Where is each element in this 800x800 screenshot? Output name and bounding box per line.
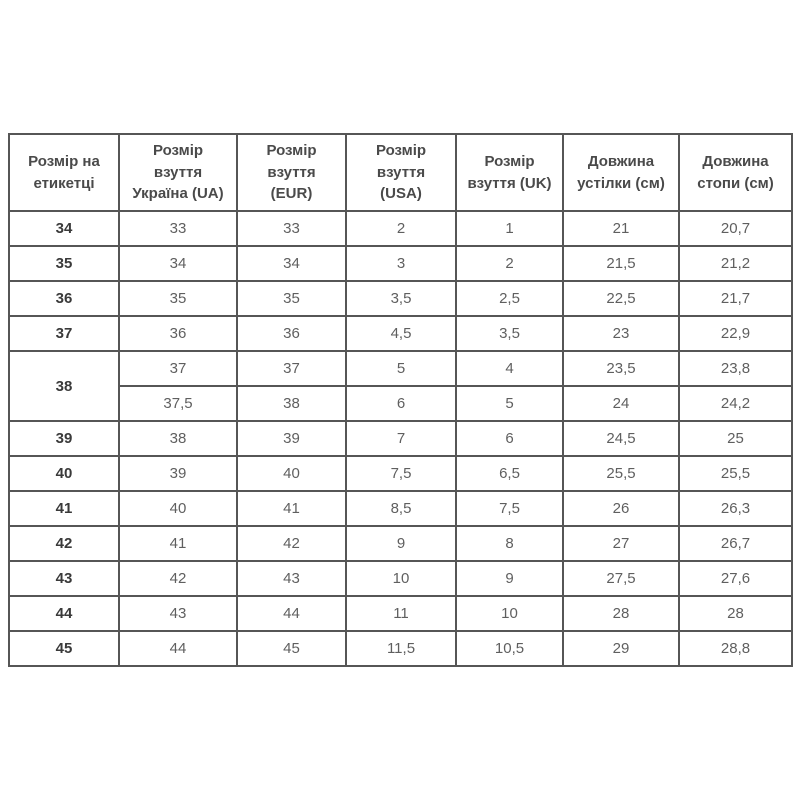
table-cell: 6,5 bbox=[456, 456, 563, 491]
column-header: Розмір взуття Україна (UA) bbox=[119, 134, 237, 211]
table-cell: 23,5 bbox=[563, 351, 679, 386]
table-cell: 23 bbox=[563, 316, 679, 351]
table-cell: 2,5 bbox=[456, 281, 563, 316]
table-cell: 25,5 bbox=[679, 456, 792, 491]
table-cell: 43 bbox=[237, 561, 346, 596]
table-cell: 37 bbox=[119, 351, 237, 386]
table-cell: 4,5 bbox=[346, 316, 456, 351]
table-cell: 45 bbox=[237, 631, 346, 666]
table-cell: 9 bbox=[456, 561, 563, 596]
table-cell: 27 bbox=[563, 526, 679, 561]
table-cell: 21,5 bbox=[563, 246, 679, 281]
table-row bbox=[9, 386, 792, 421]
table-cell: 36 bbox=[237, 316, 346, 351]
row-label: 38 bbox=[9, 351, 119, 421]
table-cell: 28 bbox=[563, 596, 679, 631]
table-cell: 43 bbox=[119, 596, 237, 631]
table-cell: 41 bbox=[119, 526, 237, 561]
table-cell: 42 bbox=[119, 561, 237, 596]
row-label: 42 bbox=[9, 526, 119, 561]
table-row bbox=[9, 281, 792, 316]
table-cell: 6 bbox=[346, 386, 456, 421]
table-row bbox=[9, 596, 792, 631]
header-row bbox=[9, 134, 792, 211]
table-cell: 39 bbox=[119, 456, 237, 491]
table-cell: 3,5 bbox=[346, 281, 456, 316]
row-label: 41 bbox=[9, 491, 119, 526]
table-cell: 10 bbox=[456, 596, 563, 631]
table-row bbox=[9, 421, 792, 456]
table-cell: 24 bbox=[563, 386, 679, 421]
table-row bbox=[9, 631, 792, 666]
table-cell: 33 bbox=[237, 211, 346, 246]
table-cell: 41 bbox=[237, 491, 346, 526]
table-cell: 5 bbox=[456, 386, 563, 421]
table-row bbox=[9, 316, 792, 351]
table-row bbox=[9, 526, 792, 561]
row-label: 35 bbox=[9, 246, 119, 281]
table-cell: 4 bbox=[456, 351, 563, 386]
table-cell: 26 bbox=[563, 491, 679, 526]
table-cell: 2 bbox=[346, 211, 456, 246]
table-cell: 29 bbox=[563, 631, 679, 666]
table-cell: 25 bbox=[679, 421, 792, 456]
table-cell: 34 bbox=[237, 246, 346, 281]
table-cell: 8 bbox=[456, 526, 563, 561]
table-cell: 40 bbox=[237, 456, 346, 491]
table-cell: 26,3 bbox=[679, 491, 792, 526]
shoe-size-conversion-table bbox=[8, 133, 793, 667]
row-label: 44 bbox=[9, 596, 119, 631]
table-cell: 3,5 bbox=[456, 316, 563, 351]
table-row bbox=[9, 456, 792, 491]
column-header: Розмір взуття (USA) bbox=[346, 134, 456, 211]
column-header: Довжина устілки (см) bbox=[563, 134, 679, 211]
table-cell: 7,5 bbox=[456, 491, 563, 526]
table-row bbox=[9, 561, 792, 596]
table-row bbox=[9, 211, 792, 246]
table-cell: 26,7 bbox=[679, 526, 792, 561]
table-cell: 6 bbox=[456, 421, 563, 456]
table-cell: 7 bbox=[346, 421, 456, 456]
table-cell: 21 bbox=[563, 211, 679, 246]
table-cell: 27,6 bbox=[679, 561, 792, 596]
table-cell: 28,8 bbox=[679, 631, 792, 666]
table-cell: 38 bbox=[119, 421, 237, 456]
table-cell: 27,5 bbox=[563, 561, 679, 596]
row-label: 43 bbox=[9, 561, 119, 596]
table-cell: 39 bbox=[237, 421, 346, 456]
table-cell: 20,7 bbox=[679, 211, 792, 246]
table-cell: 9 bbox=[346, 526, 456, 561]
table-cell: 44 bbox=[237, 596, 346, 631]
column-header: Довжина стопи (см) bbox=[679, 134, 792, 211]
table-cell: 10,5 bbox=[456, 631, 563, 666]
table-cell: 24,2 bbox=[679, 386, 792, 421]
table-cell: 40 bbox=[119, 491, 237, 526]
column-header: Розмір взуття (UK) bbox=[456, 134, 563, 211]
table-cell: 38 bbox=[237, 386, 346, 421]
table-cell: 37,5 bbox=[119, 386, 237, 421]
table-cell: 22,5 bbox=[563, 281, 679, 316]
table-cell: 5 bbox=[346, 351, 456, 386]
table-cell: 7,5 bbox=[346, 456, 456, 491]
table-cell: 1 bbox=[456, 211, 563, 246]
column-header: Розмір на етикетці bbox=[9, 134, 119, 211]
table-cell: 37 bbox=[237, 351, 346, 386]
table-row bbox=[9, 246, 792, 281]
table-cell: 3 bbox=[346, 246, 456, 281]
row-label: 34 bbox=[9, 211, 119, 246]
table-cell: 25,5 bbox=[563, 456, 679, 491]
column-header: Розмір взуття (EUR) bbox=[237, 134, 346, 211]
table-cell: 11,5 bbox=[346, 631, 456, 666]
table-row bbox=[9, 351, 792, 386]
row-label: 45 bbox=[9, 631, 119, 666]
table-cell: 24,5 bbox=[563, 421, 679, 456]
table-cell: 22,9 bbox=[679, 316, 792, 351]
row-label: 36 bbox=[9, 281, 119, 316]
table-cell: 33 bbox=[119, 211, 237, 246]
table-cell: 23,8 bbox=[679, 351, 792, 386]
table-head bbox=[9, 134, 792, 211]
table-cell: 21,2 bbox=[679, 246, 792, 281]
table-cell: 36 bbox=[119, 316, 237, 351]
row-label: 40 bbox=[9, 456, 119, 491]
table-cell: 44 bbox=[119, 631, 237, 666]
table-cell: 28 bbox=[679, 596, 792, 631]
table-cell: 21,7 bbox=[679, 281, 792, 316]
table-row bbox=[9, 491, 792, 526]
table-cell: 2 bbox=[456, 246, 563, 281]
table-cell: 35 bbox=[237, 281, 346, 316]
table-cell: 35 bbox=[119, 281, 237, 316]
table-cell: 11 bbox=[346, 596, 456, 631]
table-cell: 34 bbox=[119, 246, 237, 281]
table-body bbox=[9, 211, 792, 666]
table-cell: 8,5 bbox=[346, 491, 456, 526]
table-cell: 10 bbox=[346, 561, 456, 596]
row-label: 37 bbox=[9, 316, 119, 351]
table-cell: 42 bbox=[237, 526, 346, 561]
row-label: 39 bbox=[9, 421, 119, 456]
